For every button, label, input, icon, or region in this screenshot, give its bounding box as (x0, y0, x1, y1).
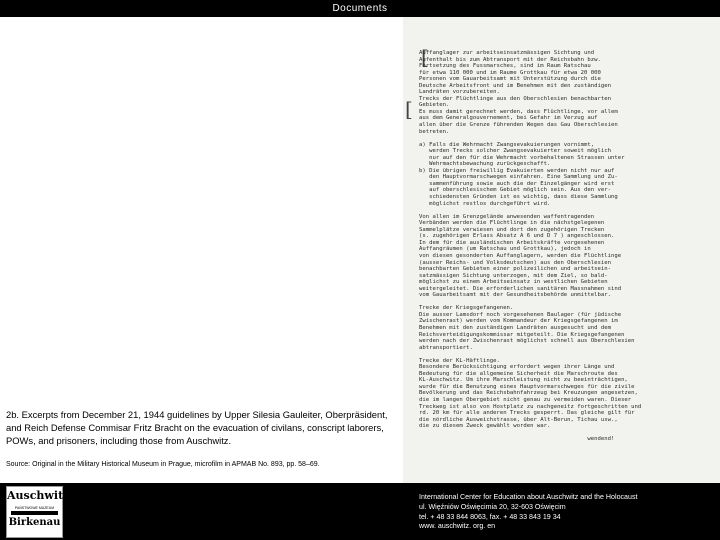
document-typescript: Auffanglager zur arbeitseinsatzmässigen Sichtung und Aufenthalt bis zum Abtransport mit der Reichsbahn bzw. Fortsetzung des Fussmarsches, sind im Raum Ratschau für etwa 110 000 und im Raume Grottkau für etwa 20 000 Personen vom Gauarbeitsamt mit Unterstützung durch die Deutsche Arbeitsfront und im Benehmen mit den zuständigen Landräten vorzubereiten. Trecks der Flüchtlinge aus den Oberschlesien benachbarten Gebieten. Es muss damit gerechnet werden, dass Flüchtlinge, vor allem aus dem Generalgouvernement, bei Gefahr im Verzug auf allen über die Grenze führenden Wegen das Gau Oberschlesien betreten. a) Falls die Wehrmacht Zwangsevakuierungen vornimmt, werden Trecks solcher Zwangsevakuierter soweit möglich nur auf den für die Wehrmacht vorbehaltenen Strassen unter Wehrmachtsbewachung zurückgeschafft. b) Die übrigen freiwillig Evakuierten werden nicht nur auf den Hauptvormarschwegen einfahren. Eine Sammlung und Zu- sammenführung sowie auch die der Einzelgänger wird erst auf oberschlesischem Gebiet möglich sein. Aus den ver- schiedensten Gründen ist es wichtig, dass diese Sammlung möglichst restlos durchgeführt wird. Von allen im Grenzgelände anwesenden waffentragenden Verbänden werden die Flüchtlinge in die nächstgelegenen Sammelplätze verwiesen und dort den zugehörigen Trecken (s. zugehörigen Erlass Absatz A 6 und D 7 ) angeschlossen. In dem für die ausländischen Arbeitskräfte vorgesehenen Auffangräumen (um Ratschau und Grottkau), jedoch in von diesen gesonderten Auffanglagern, werden die Flüchtlinge (ausser Reichs- und Volksdeutschen) aus den Oberschlesien benachbarten Gebieten einer polizeilichen und arbeitsein- satzmässigen Sichtung unterzogen, mit dem Ziel, so bald- möglichst zu einem Arbeitseinsatz in westlichen Gebieten weitergeleitet. Die erforderlichen sanitären Massnahmen sind vom Gauarbeitsamt mit der Gesundheitsbehörde unmittelbar. Trecke der Kriegsgefangenen. Die ausser Lamsdorf noch vorgesehenen Baulager (für jüdische Zwischenrast) werden vom Kommandeur der Kriegsgefangenen im Benehmen mit den zuständigen Landräten ausgesucht und dem Reichsverteidigungskommissar mitgeteilt. Die Kriegsgefangenen werden nach der Zwischenrast möglichst schnell aus Oberschlesien abtransportiert. Trecke der KL-Häftlinge. Besondere Berücksichtigung erfordert wegen ihrer Länge und Bedeutung für die allgemeine Sicherheit die Marschroute des KL-Auschwitz. Um ihre Marschleistung nicht zu beeinträchtigen, wurde für die Benutzung eines Hauptvormarschweges für die zivile Bevölkerung und das Reichsbahnfahrzeug bei Kreuzungen angesetzen, die im langen Obergebiet nicht genau zu vermeiden waren. Dieser Treckweg ist also von Hostplatz zu nachgeneitz fortgeschritten und rd. 20 km für alle anderen Trecks gesperrt. Das gleiche gilt für die nördliche Ausweichstrasse, über Alt-Berun, Tichau usw., die zu diesem Zweck gewählt worden war. wendend! (419, 50, 642, 443)
logo-top-word: Auschwitz (7, 489, 70, 502)
top-title-bar (0, 0, 720, 17)
caption-text: 2b. Excerpts from December 21, 1944 guidelines by Upper Silesia Gauleiter, Oberpräsident, and Reich Defense Commisar Fritz Bracht on the evacuation of civilans, conscript laborers, POWs, and prisoners, including those from Auschwitz. (6, 409, 388, 446)
contact-info (419, 493, 719, 532)
margin-bracket-mark: [ (405, 97, 413, 121)
logo-small-text: PAŃSTWOWE MUZEUM (14, 506, 55, 510)
contact-phone: tel. + 48 33 844 8063, fax. + 48 33 843 19 34 (419, 512, 561, 521)
page-title: Documents (332, 3, 388, 14)
footer-bar (0, 483, 720, 540)
contact-website[interactable]: www. auschwitz. org. en (419, 522, 496, 531)
contact-org: International Center for Education about Auschwitz and the Holocaust (419, 493, 638, 501)
margin-bracket-mark: [ (421, 45, 429, 69)
logo-bottom-word: Birkenau (8, 517, 61, 528)
contact-address: ul. Więźniów Oświęcimia 20, 32-603 Oświęcim (419, 502, 566, 511)
source-note: Source: Original in the Military Historical Museum in Prague, microfilm in APMAB No. 893, pp. 58–69. (6, 461, 320, 468)
logo-bar (11, 511, 58, 515)
museum-logo (6, 486, 70, 538)
document-scan (403, 17, 720, 483)
